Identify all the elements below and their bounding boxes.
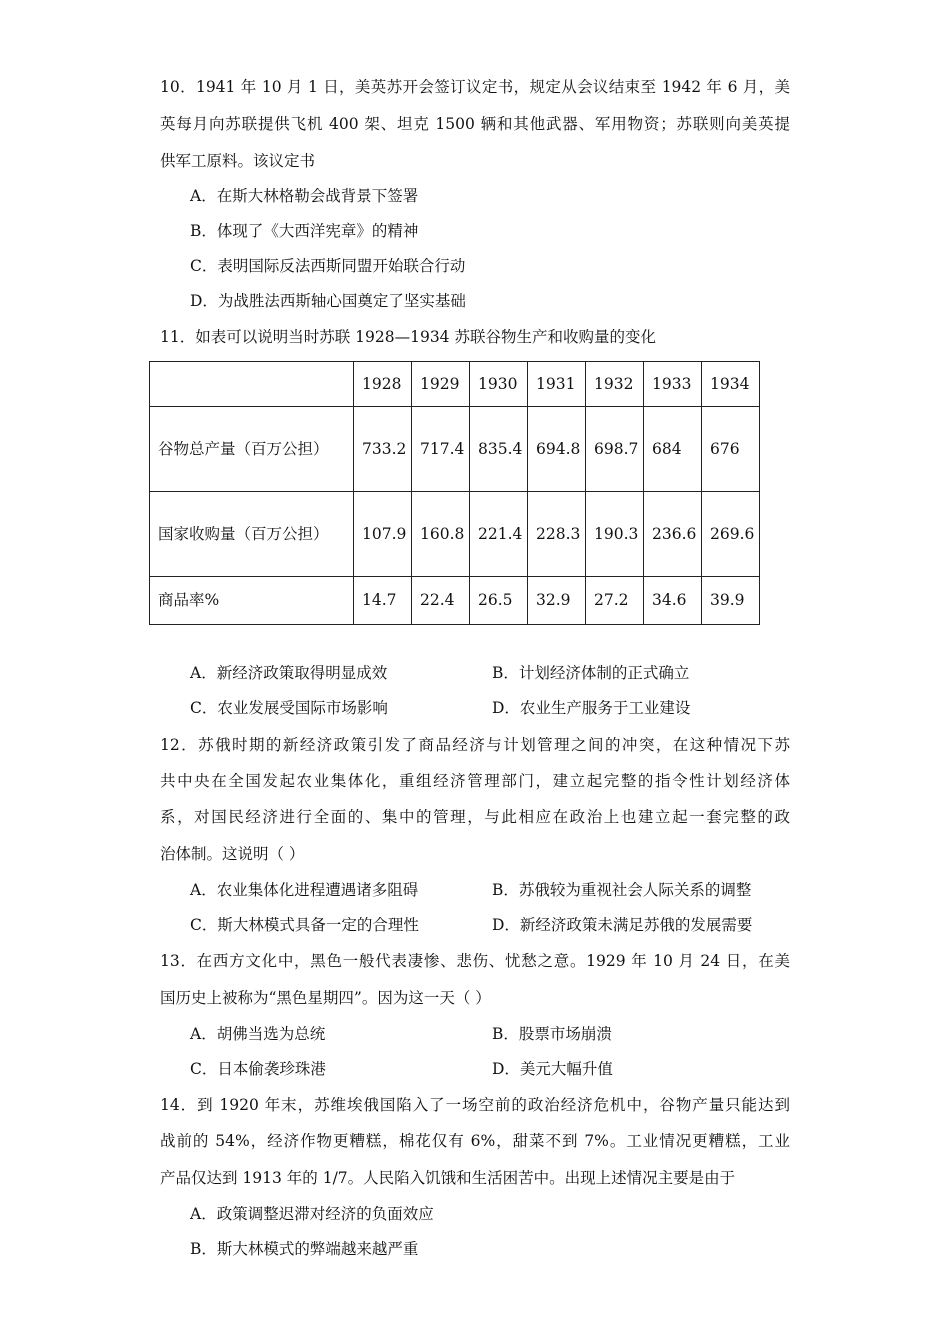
q11-option-b: B．计划经济体制的正式确立 — [492, 664, 690, 682]
table-row — [150, 577, 760, 625]
table-header-cell — [150, 362, 354, 407]
table-cell: 733.2 — [354, 407, 412, 492]
table-header-cell: 1930 — [470, 362, 528, 407]
table-cell: 676 — [702, 407, 760, 492]
table-header-row — [150, 362, 760, 407]
table-cell: 221.4 — [470, 492, 528, 577]
q11-stem: 11．如表可以说明当时苏联 1928—1934 苏联谷物生产和收购量的变化 — [160, 328, 656, 346]
table-cell: 698.7 — [586, 407, 644, 492]
table-cell: 228.3 — [528, 492, 586, 577]
q10-option-b: B．体现了《大西洋宪章》的精神 — [190, 222, 419, 240]
q13-option-d: D．美元大幅升值 — [492, 1060, 613, 1078]
table-cell: 14.7 — [354, 577, 412, 625]
q14-option-a: A．政策调整迟滞对经济的负面效应 — [190, 1205, 434, 1223]
q12-line-1: 12．苏俄时期的新经济政策引发了商品经济与计划管理之间的冲突，在这种情况下苏 — [160, 736, 790, 754]
q10-line-1: 10．1941 年 10 月 1 日，美英苏开会签订议定书，规定从会议结束至 1942 年 6 月，美 — [160, 78, 790, 96]
q10-option-a: A．在斯大林格勒会战背景下签署 — [190, 187, 419, 205]
table-cell: 269.6 — [702, 492, 760, 577]
q13-option-b: B．股票市场崩溃 — [492, 1025, 612, 1043]
table-cell: 34.6 — [644, 577, 702, 625]
q11-option-a: A．新经济政策取得明显成效 — [190, 664, 388, 682]
table-cell: 684 — [644, 407, 702, 492]
table-cell: 谷物总产量（百万公担） — [150, 407, 354, 492]
q13-line-1: 13．在西方文化中，黑色一般代表凄惨、悲伤、忧愁之意。1929 年 10 月 24 日，在美 — [160, 952, 790, 970]
table-cell: 160.8 — [412, 492, 470, 577]
q10-line-2: 英每月向苏联提供飞机 400 架、坦克 1500 辆和其他武器、军用物资；苏联则向美英提 — [160, 115, 790, 133]
table-cell: 22.4 — [412, 577, 470, 625]
table-header-cell: 1931 — [528, 362, 586, 407]
q14-line-2: 战前的 54%，经济作物更糟糕，棉花仅有 6%，甜菜不到 7%。工业情况更糟糕，工业 — [160, 1132, 790, 1150]
q10-line-3: 供军工原料。该议定书 — [160, 152, 316, 170]
q12-option-b: B．苏俄较为重视社会人际关系的调整 — [492, 881, 752, 899]
table-cell: 国家收购量（百万公担） — [150, 492, 354, 577]
table-row — [150, 407, 760, 492]
table-header-cell: 1932 — [586, 362, 644, 407]
table-header-cell: 1929 — [412, 362, 470, 407]
q14-line-3: 产品仅达到 1913 年的 1/7。人民陷入饥饿和生活困苦中。出现上述情况主要是由于 — [160, 1169, 736, 1187]
table-cell: 190.3 — [586, 492, 644, 577]
q12-option-d: D．新经济政策未满足苏俄的发展需要 — [492, 916, 753, 934]
table-cell: 32.9 — [528, 577, 586, 625]
table-cell: 107.9 — [354, 492, 412, 577]
table-header-cell: 1928 — [354, 362, 412, 407]
q12-option-a: A．农业集体化进程遭遇诸多阻碍 — [190, 881, 419, 899]
q13-option-c: C．日本偷袭珍珠港 — [190, 1060, 326, 1078]
q11-option-c: C．农业发展受国际市场影响 — [190, 699, 388, 717]
table-cell: 26.5 — [470, 577, 528, 625]
q10-option-c: C．表明国际反法西斯同盟开始联合行动 — [190, 257, 466, 275]
table-header-cell: 1934 — [702, 362, 760, 407]
q12-line-4: 治体制。这说明（ ） — [160, 845, 305, 863]
table-cell: 39.9 — [702, 577, 760, 625]
table-cell: 商品率% — [150, 577, 354, 625]
q10-option-d: D．为战胜法西斯轴心国奠定了坚实基础 — [190, 292, 466, 310]
q13-option-a: A．胡佛当选为总统 — [190, 1025, 326, 1043]
table-cell: 694.8 — [528, 407, 586, 492]
q12-option-c: C．斯大林模式具备一定的合理性 — [190, 916, 419, 934]
table-cell: 27.2 — [586, 577, 644, 625]
table-cell: 835.4 — [470, 407, 528, 492]
q12-line-2: 共中央在全国发起农业集体化，重组经济管理部门，建立起完整的指令性计划经济体 — [160, 772, 790, 790]
q14-option-b: B．斯大林模式的弊端越来越严重 — [190, 1240, 419, 1258]
table-header-cell: 1933 — [644, 362, 702, 407]
q11-option-d: D．农业生产服务于工业建设 — [492, 699, 691, 717]
q13-line-2: 国历史上被称为“黑色星期四”。因为这一天（ ） — [160, 989, 491, 1007]
table-cell: 236.6 — [644, 492, 702, 577]
q12-line-3: 系，对国民经济进行全面的、集中的管理，与此相应在政治上也建立起一套完整的政 — [160, 808, 790, 826]
table-cell: 717.4 — [412, 407, 470, 492]
table-row — [150, 492, 760, 577]
q14-line-1: 14．到 1920 年末，苏维埃俄国陷入了一场空前的政治经济危机中，谷物产量只能达到 — [160, 1096, 790, 1114]
grain-table — [149, 361, 760, 625]
